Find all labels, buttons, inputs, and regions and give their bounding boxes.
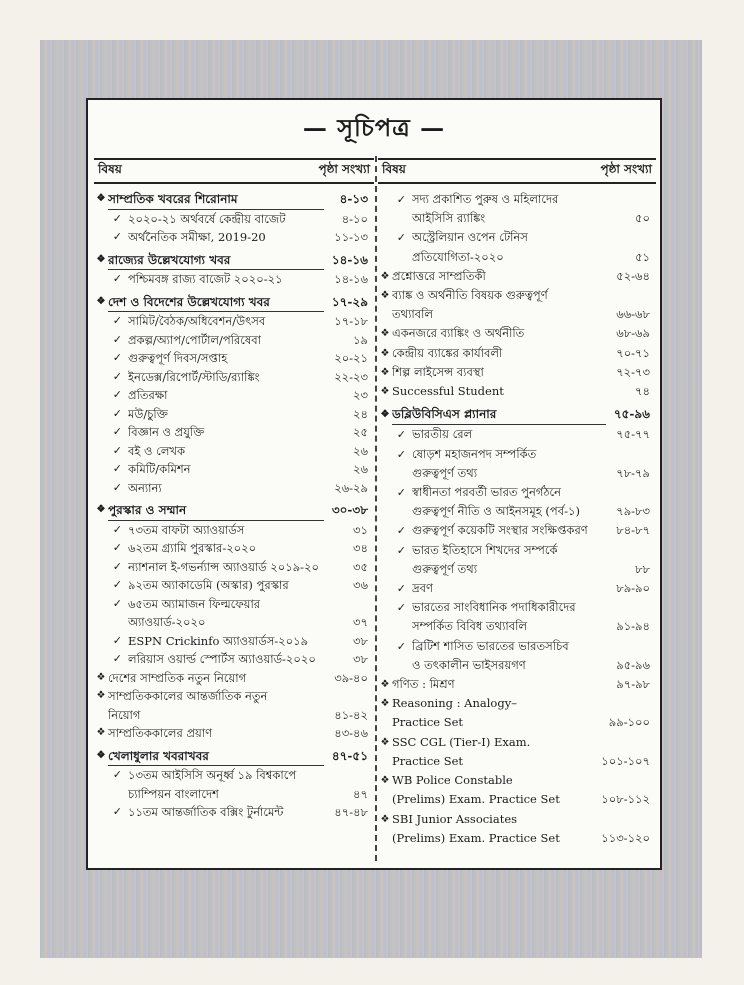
toc-entry <box>94 331 374 350</box>
toc-entry-label: ১১তম আন্তর্জাতিক বক্সিং টুর্নামেন্ট <box>128 805 284 819</box>
check-bullet-icon: ✓ <box>112 369 122 383</box>
toc-entry <box>94 558 374 577</box>
toc-entry-label: প্রকল্প/অ্যাপ/পোর্টাল/পরিষেবা <box>128 332 261 347</box>
toc-entry-label: প্রতিযোগিতা-২০২০ <box>412 249 504 264</box>
diamond-bullet-icon: ❖ <box>380 698 390 710</box>
toc-entry-label: মউ/চুক্তি <box>128 406 168 421</box>
toc-entry <box>378 694 656 713</box>
toc-entry-label: ইনডেক্স/রিপোর্ট/স্টাডি/র‍্যাঙ্কিং <box>128 369 260 384</box>
toc-entry <box>378 579 656 598</box>
toc-entry <box>378 829 656 848</box>
toc-entry-label: (Prelims) Exam. Practice Set <box>392 792 560 807</box>
toc-entry <box>94 368 374 387</box>
diamond-bullet-icon: ❖ <box>380 679 390 691</box>
toc-entry-label: প্রতিরক্ষা <box>128 388 168 402</box>
toc-entry-page: ৩৮ <box>353 633 368 648</box>
toc-entry <box>378 675 656 694</box>
toc-entry <box>378 382 656 401</box>
toc-entry <box>94 706 374 725</box>
toc-entry-label: শিল্প লাইসেন্স ব্যবস্থা <box>392 364 484 379</box>
toc-entry-label: গুরুত্বপূর্ণ কয়েকটি সংস্থার সংক্ষিপ্তকরণ <box>412 523 588 538</box>
left-toc-list <box>94 190 374 822</box>
toc-entry-page: ২৬ <box>353 462 368 476</box>
toc-entry-page: ৭৯-৮৩ <box>616 504 650 519</box>
toc-entry-label: কমিটি/কমিশন <box>128 462 191 476</box>
check-bullet-icon: ✓ <box>112 425 122 438</box>
check-bullet-icon: ✓ <box>396 582 406 596</box>
toc-entry-label: তথ্যাবলি <box>392 307 434 322</box>
toc-entry-page: ২৬-২৯ <box>334 480 368 495</box>
diamond-bullet-icon: ❖ <box>380 736 390 748</box>
toc-entry <box>378 502 656 521</box>
toc-entry <box>94 210 374 229</box>
toc-entry <box>378 305 656 324</box>
diamond-bullet-icon: ❖ <box>380 409 390 421</box>
toc-entry-label: সম্পর্কিত বিবিধ তথ্যাবলি <box>412 619 528 634</box>
toc-entry-page: ১০৮-১১২ <box>601 792 650 807</box>
toc-entry <box>94 747 374 767</box>
check-bullet-icon: ✓ <box>112 230 122 243</box>
toc-entry-label: অ্যাওয়ার্ড-২০২০ <box>128 615 206 629</box>
toc-entry-label: ন্যাশনাল ই-গভর্ন্যান্স অ্যাওয়ার্ড ২০১৯-২০ <box>128 559 320 574</box>
toc-entry-page: ১৪-১৬ <box>331 252 368 267</box>
toc-entry <box>94 293 374 313</box>
toc-entry-page: ৭৫-৭৭ <box>616 427 650 442</box>
check-bullet-icon: ✓ <box>396 447 406 461</box>
check-bullet-icon: ✓ <box>112 332 122 346</box>
toc-entry <box>378 405 656 425</box>
toc-entry-page: ৮৯-৯০ <box>616 581 650 596</box>
toc-entry <box>378 267 656 286</box>
toc-entry <box>94 423 374 442</box>
toc-entry <box>378 752 656 771</box>
toc-entry-page: ৭৪ <box>635 384 650 399</box>
toc-entry <box>94 669 374 688</box>
toc-entry <box>378 286 656 305</box>
toc-entry-label: ডব্লিউবিসিএস প্ল্যানার <box>392 405 606 425</box>
toc-entry-label: ৭৩তম বাফটা অ্যাওয়ার্ডস <box>128 522 245 537</box>
toc-entry-page: ৪৭ <box>353 786 368 801</box>
toc-entry-page: ১০১-১০৭ <box>601 753 650 768</box>
toc-entry <box>378 617 656 636</box>
toc-entry-page: ৭৮-৭৯ <box>616 465 650 480</box>
toc-entry <box>94 632 374 651</box>
toc-entry <box>94 576 374 595</box>
toc-entry-label: গুরুত্বপূর্ণ তথ্য <box>412 561 478 576</box>
diamond-bullet-icon: ❖ <box>380 328 390 340</box>
check-bullet-icon: ✓ <box>112 462 122 475</box>
toc-entry-label: দ্রবণ <box>412 581 433 596</box>
check-bullet-icon: ✓ <box>396 231 406 245</box>
toc-entry-page: ২২-২৩ <box>334 369 368 384</box>
toc-entry-label: ৬৫তম অ্যামাজন ফিল্মফেয়ার <box>128 596 261 611</box>
toc-entry <box>94 270 374 289</box>
toc-entry-label: অর্থনৈতিক সমীক্ষা, 2019-20 <box>128 230 266 244</box>
toc-entry-label: পুরস্কার ও সম্মান <box>108 501 324 521</box>
check-bullet-icon: ✓ <box>112 406 122 420</box>
toc-entry-page: ৮৮ <box>635 561 650 576</box>
toc-entry <box>94 442 374 461</box>
toc-entry-label: খেলাধুলার খবরাখবর <box>108 747 324 767</box>
toc-entry-page: ৪৩-৪৬ <box>334 726 368 740</box>
diamond-bullet-icon: ❖ <box>380 366 390 378</box>
toc-entry-label: বই ও লেখক <box>128 443 185 458</box>
toc-entry-label: সাম্প্রতিককালের প্রয়াণ <box>108 726 213 740</box>
toc-entry <box>94 386 374 405</box>
toc-entry-label: প্রশ্নোত্তরে সাম্প্রতিকী <box>392 268 486 283</box>
page-title: — সূচিপত্র — <box>302 113 446 142</box>
toc-entry <box>378 344 656 363</box>
check-bullet-icon: ✓ <box>112 443 122 457</box>
diamond-bullet-icon: ❖ <box>380 347 390 359</box>
toc-entry <box>94 803 374 822</box>
right-column-header <box>378 158 656 184</box>
toc-entry <box>94 724 374 743</box>
toc-entry-label: সামিট/বৈঠক/অধিবেশন/উৎসব <box>128 314 266 328</box>
toc-entry-label: (Prelims) Exam. Practice Set <box>392 830 560 845</box>
diamond-bullet-icon: ❖ <box>96 671 106 683</box>
toc-entry <box>378 713 656 732</box>
toc-entry-page: ২৫ <box>353 425 368 439</box>
diamond-bullet-icon: ❖ <box>380 775 390 787</box>
toc-entry-label: ৬২তম গ্র্যামি পুরস্কার-২০২০ <box>128 541 257 555</box>
toc-entry-label: সদ্য প্রকাশিত পুরুষ ও মহিলাদের <box>412 192 559 206</box>
toc-entry-page: ৩৯-৪০ <box>334 670 368 685</box>
toc-entry-label: ভারত ইতিহাসে শিখদের সম্পর্কে <box>412 542 558 557</box>
toc-entry-label: Practice Set <box>392 715 464 730</box>
diamond-bullet-icon: ❖ <box>380 270 390 282</box>
check-bullet-icon: ✓ <box>112 351 122 364</box>
check-bullet-icon: ✓ <box>112 314 122 327</box>
diamond-bullet-icon: ❖ <box>96 253 106 265</box>
toc-entry <box>378 733 656 752</box>
toc-entry <box>94 521 374 540</box>
toc-entry <box>378 363 656 382</box>
check-bullet-icon: ✓ <box>112 541 122 554</box>
toc-entry-page: ৪১-৪২ <box>334 707 368 722</box>
toc-entry-page: ৩০-৩৮ <box>331 503 368 517</box>
toc-entry <box>378 209 656 228</box>
toc-entry <box>378 248 656 267</box>
toc-entry-page: ৭৫-৯৬ <box>613 407 650 422</box>
toc-entry <box>378 425 656 444</box>
toc-entry-page: ৯১-৯৪ <box>616 619 650 634</box>
toc-entry <box>378 324 656 343</box>
toc-entry-label: বিজ্ঞান ও প্রযুক্তি <box>128 425 205 439</box>
check-bullet-icon: ✓ <box>396 639 406 653</box>
toc-entry <box>378 228 656 247</box>
toc-entry <box>94 785 374 804</box>
toc-entry-label: কেন্দ্রীয় ব্যাঙ্কের কার্যাবলী <box>392 345 503 360</box>
toc-entry <box>378 464 656 483</box>
toc-entry-label: পশ্চিমবঙ্গ রাজ্য বাজেট ২০২০-২১ <box>128 272 283 286</box>
toc-entry-label: ব্রিটিশ শাসিত ভারতের ভারতসচিব <box>412 638 569 653</box>
toc-entry-page: ৬৮-৬৯ <box>616 326 650 341</box>
check-bullet-icon: ✓ <box>112 805 122 818</box>
toc-entry-page: ৯৯-১০০ <box>608 715 650 730</box>
toc-entry-label: ব্যাঙ্ক ও অর্থনীতি বিষয়ক গুরুত্বপূর্ণ <box>392 288 548 303</box>
toc-entry <box>94 613 374 632</box>
diamond-bullet-icon: ❖ <box>96 727 106 738</box>
toc-entry-page: ৫১ <box>635 249 650 264</box>
check-bullet-icon: ✓ <box>112 211 122 225</box>
toc-entry <box>94 312 374 331</box>
toc-entry-page: ৩১ <box>353 522 368 537</box>
check-bullet-icon: ✓ <box>112 559 122 573</box>
toc-entry <box>378 771 656 790</box>
check-bullet-icon: ✓ <box>112 272 122 285</box>
toc-entry <box>378 445 656 464</box>
toc-entry-label: গুরুত্বপূর্ণ তথ্য <box>412 465 478 480</box>
toc-entry-label: রাজ্যের উল্লেখযোগ্য খবর <box>108 251 324 271</box>
toc-entry-label: অন্যান্য <box>128 480 162 495</box>
toc-entry-page: ১৯ <box>353 332 368 347</box>
toc-entry-page: ৯৫-৯৬ <box>616 657 650 672</box>
toc-entry <box>378 810 656 829</box>
toc-entry <box>378 790 656 809</box>
toc-entry-label: ৯২তম অ্যাকাডেমি (অস্কার) পুরস্কার <box>128 578 289 592</box>
toc-entry-page: ২০-২১ <box>334 351 368 365</box>
check-bullet-icon: ✓ <box>396 193 406 206</box>
check-bullet-icon: ✓ <box>396 524 406 538</box>
toc-entry <box>94 766 374 785</box>
toc-entry-page: ২৪ <box>353 406 368 421</box>
left-column-header <box>94 158 374 184</box>
check-bullet-icon: ✓ <box>112 480 122 494</box>
toc-entry-label: SSC CGL (Tier-I) Exam. <box>392 734 531 749</box>
toc-entry <box>94 539 374 558</box>
subject-header: বিষয় <box>382 162 406 176</box>
toc-entry-label: ও তৎকালীন ভাইসরয়গণ <box>412 657 526 672</box>
toc-entry-label: ১৩তম আইসিসি অনূর্ধ্ব ১৯ বিশ্বকাপে <box>128 768 297 782</box>
check-bullet-icon: ✓ <box>112 522 122 536</box>
toc-entry-page: ২৩ <box>353 388 368 402</box>
check-bullet-icon: ✓ <box>112 633 122 647</box>
toc-entry-page: ১৭-১৮ <box>334 314 368 328</box>
diamond-bullet-icon: ❖ <box>96 193 106 204</box>
check-bullet-icon: ✓ <box>396 601 406 615</box>
title-text: সূচিপত্র <box>337 113 411 142</box>
toc-entry-page: ৪-১০ <box>341 211 368 226</box>
toc-entry-page: ২৬ <box>353 443 368 458</box>
toc-entry-label: SBI Junior Associates <box>392 811 518 826</box>
toc-entry-page: ৩৭ <box>353 615 368 629</box>
toc-entry-label: ভারতের সাংবিধানিক পদাধিকারীদের <box>412 600 576 615</box>
toc-entry-page: ১৭-২৯ <box>331 294 368 309</box>
toc-entry-page: ৭২-৭৩ <box>616 364 650 379</box>
check-bullet-icon: ✓ <box>112 768 122 781</box>
toc-entry-label: নিয়োগ <box>108 707 141 722</box>
diamond-bullet-icon: ❖ <box>380 386 390 398</box>
toc-entry-label: গুরুত্বপূর্ণ দিবস/সপ্তাহ <box>128 351 228 365</box>
check-bullet-icon: ✓ <box>112 596 122 610</box>
toc-entry-page: ১১-১৩ <box>334 230 368 244</box>
toc-entry-label: ষোড়শ মহাজনপদ সম্পর্কিত <box>412 446 537 461</box>
right-column <box>378 158 656 863</box>
left-column <box>94 158 374 863</box>
toc-entry-label: সাম্প্রতিককালের আন্তর্জাতিক নতুন <box>108 689 268 703</box>
toc-entry <box>94 595 374 614</box>
diamond-bullet-icon: ❖ <box>96 504 106 515</box>
toc-entry-page: ৬৬-৬৮ <box>616 307 650 322</box>
right-toc-list <box>378 190 656 848</box>
check-bullet-icon: ✓ <box>112 388 122 401</box>
toc-entry-label: অস্ট্রেলিয়ান ওপেন টেনিস <box>412 230 528 245</box>
toc-entry <box>94 650 374 669</box>
toc-entry <box>94 251 374 271</box>
toc-entry-label: গণিত : মিশ্রণ <box>392 677 455 692</box>
subject-header: বিষয় <box>98 162 122 176</box>
toc-entry-page: ৩৬ <box>353 578 368 592</box>
toc-entry-page: ১১৩-১২০ <box>601 830 650 845</box>
toc-entry <box>378 190 656 209</box>
contents-frame <box>86 98 662 870</box>
check-bullet-icon: ✓ <box>396 428 406 442</box>
toc-entry-label: গুরুত্বপূর্ণ নীতি ও আইনসমূহ (পর্ব-১) <box>412 504 580 519</box>
toc-entry <box>94 349 374 368</box>
toc-entry-page: ৯৭-৯৮ <box>616 677 650 692</box>
toc-entry-page: ৪৭-৫১ <box>331 748 368 763</box>
toc-entry <box>94 190 374 210</box>
toc-entry-page: ৭০-৭১ <box>616 345 650 360</box>
diamond-bullet-icon: ❖ <box>96 690 106 701</box>
toc-entry <box>378 483 656 502</box>
toc-entry-label: চ্যাম্পিয়ন বাংলাদেশ <box>128 786 219 801</box>
diamond-bullet-icon: ❖ <box>380 290 390 302</box>
toc-entry <box>94 405 374 424</box>
toc-entry-label: Practice Set <box>392 753 464 768</box>
check-bullet-icon: ✓ <box>112 578 122 591</box>
toc-entry <box>378 598 656 617</box>
toc-entry-label: ESPN Crickinfo অ্যাওয়ার্ডস-২০১৯ <box>128 633 309 648</box>
toc-entry <box>94 687 374 706</box>
diamond-bullet-icon: ❖ <box>380 813 390 825</box>
toc-entry-page: ৫২-৬৪ <box>616 268 650 283</box>
toc-entry-label: ভারতীয় রেল <box>412 427 473 442</box>
toc-entry-label: লরিয়াস ওয়ার্ল্ড স্পোর্টস অ্যাওয়ার্ড-২০২০ <box>128 652 316 666</box>
toc-entry-page: ৪৭-৪৮ <box>334 805 368 819</box>
toc-entry-label: Successful Student <box>392 384 504 399</box>
toc-entry-page: ৩৮ <box>353 652 368 666</box>
toc-entry <box>94 460 374 479</box>
toc-entry <box>94 501 374 521</box>
page-no-header: পৃষ্ঠা সংখ্যা <box>600 162 652 176</box>
diamond-bullet-icon: ❖ <box>96 295 106 307</box>
toc-entry-label: সাম্প্রতিক খবরের শিরোনাম <box>108 190 324 210</box>
toc-entry <box>378 656 656 675</box>
toc-entry <box>378 521 656 540</box>
toc-entry-page: ৪-১৩ <box>339 192 368 206</box>
toc-entry-label: স্বাধীনতা পরবর্তী ভারত পুনর্গঠনে <box>412 485 562 500</box>
page-no-header: পৃষ্ঠা সংখ্যা <box>318 162 370 176</box>
toc-entry-page: ৮৪-৮৭ <box>616 523 650 538</box>
diamond-bullet-icon: ❖ <box>96 749 106 761</box>
toc-entry-page: ১৪-১৬ <box>334 272 368 286</box>
toc-entry-label: Reasoning : Analogy– <box>392 696 517 711</box>
toc-entry <box>94 479 374 498</box>
column-divider <box>375 156 377 861</box>
toc-entry <box>378 560 656 579</box>
toc-entry-label: দেশ ও বিদেশের উল্লেখযোগ্য খবর <box>108 293 324 313</box>
toc-entry-page: ৩৫ <box>353 559 368 574</box>
toc-entry-label: দেশের সাম্প্রতিক নতুন নিয়োগ <box>108 670 247 685</box>
toc-entry-label: ২০২০-২১ অর্থবর্ষে কেন্দ্রীয় বাজেট <box>128 211 286 226</box>
toc-entry <box>378 637 656 656</box>
check-bullet-icon: ✓ <box>112 652 122 665</box>
check-bullet-icon: ✓ <box>396 486 406 500</box>
toc-entry-page: ৩৪ <box>353 541 368 555</box>
toc-entry-label: একনজরে ব্যাঙ্কিং ও অর্থনীতি <box>392 326 525 341</box>
toc-entry-label: WB Police Constable <box>392 773 513 788</box>
toc-entry-label: আইসিসি র‍্যাঙ্কিং <box>412 211 486 226</box>
check-bullet-icon: ✓ <box>396 543 406 557</box>
toc-entry <box>378 541 656 560</box>
toc-entry <box>94 228 374 247</box>
toc-entry-page: ৫০ <box>635 211 650 226</box>
